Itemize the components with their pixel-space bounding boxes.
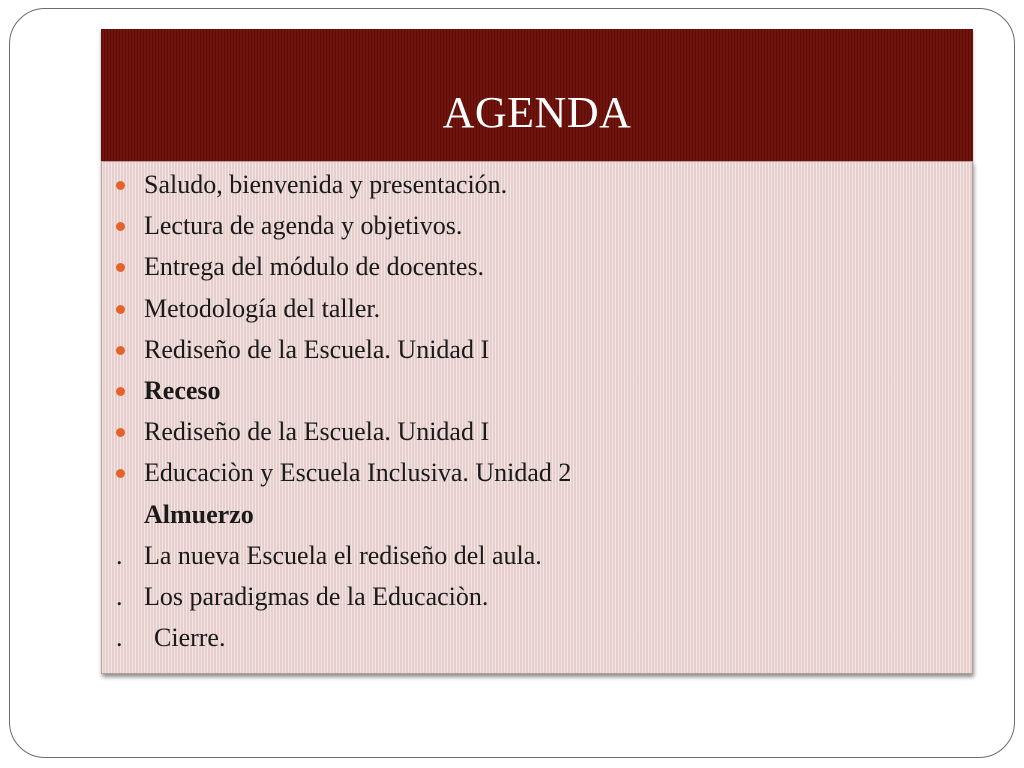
bullet-icon bbox=[116, 181, 125, 190]
title-bar bbox=[101, 29, 973, 161]
item-mark: . bbox=[116, 582, 123, 611]
bullet-icon bbox=[116, 263, 125, 272]
bullet-icon bbox=[116, 387, 125, 396]
agenda-content-box bbox=[101, 161, 973, 674]
bullet-icon bbox=[116, 346, 125, 355]
agenda-item-text: La nueva Escuela el rediseño del aula. bbox=[144, 540, 542, 570]
bullet-icon bbox=[116, 305, 125, 314]
agenda-item-text: Almuerzo bbox=[144, 499, 254, 529]
agenda-item-text: Cierre. bbox=[154, 623, 226, 653]
item-mark: . bbox=[116, 623, 123, 653]
agenda-item-text: Lectura de agenda y objetivos. bbox=[144, 211, 463, 241]
bullet-icon bbox=[116, 222, 125, 231]
agenda-item-text: Rediseño de la Escuela. Unidad I bbox=[144, 334, 490, 364]
item-mark: . bbox=[116, 540, 123, 570]
agenda-item-text: Rediseño de la Escuela. Unidad I bbox=[144, 417, 490, 447]
slide-title: AGENDA bbox=[442, 88, 632, 137]
bullet-icon bbox=[116, 469, 125, 478]
bullet-icon bbox=[116, 428, 125, 437]
agenda-item-text: Receso bbox=[144, 376, 221, 405]
agenda-item-text: Los paradigmas de la Educaciòn. bbox=[144, 582, 489, 611]
agenda-item-text: Metodología del taller. bbox=[144, 293, 381, 323]
agenda-item-text: Entrega del módulo de docentes. bbox=[144, 252, 485, 282]
agenda-item-text: Saludo, bienvenida y presentación. bbox=[144, 170, 508, 199]
agenda-item-text: Educaciòn y Escuela Inclusiva. Unidad 2 bbox=[144, 458, 572, 488]
